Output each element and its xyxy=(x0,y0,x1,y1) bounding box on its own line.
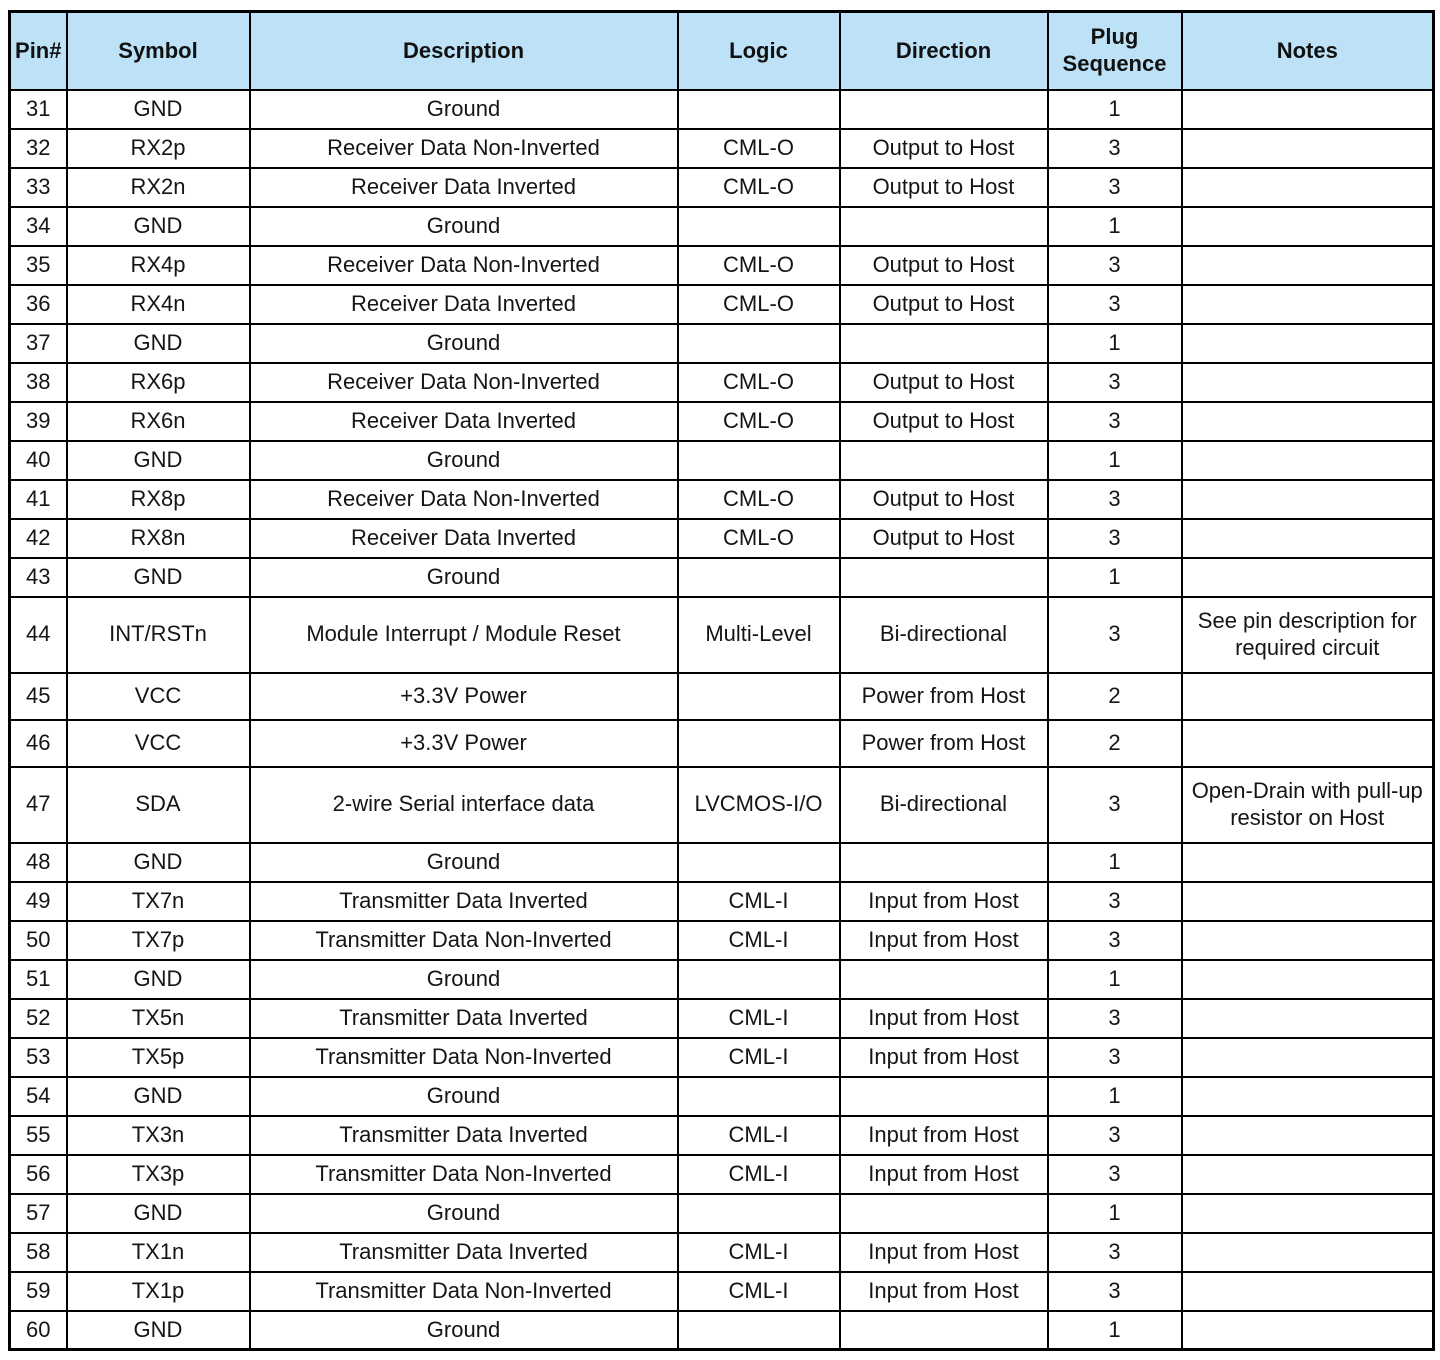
logic-cell: CML-O xyxy=(678,129,840,168)
notes-cell xyxy=(1182,1233,1434,1272)
notes-cell xyxy=(1182,285,1434,324)
direction-cell xyxy=(840,1194,1048,1233)
symbol-cell: GND xyxy=(67,960,250,999)
direction-cell: Output to Host xyxy=(840,480,1048,519)
notes-cell xyxy=(1182,480,1434,519)
header-pin: Pin# xyxy=(10,12,67,90)
description-cell: Ground xyxy=(250,207,678,246)
direction-cell: Input from Host xyxy=(840,1116,1048,1155)
description-cell: Receiver Data Non-Inverted xyxy=(250,363,678,402)
symbol-cell: TX1p xyxy=(67,1272,250,1311)
header-symbol: Symbol xyxy=(67,12,250,90)
notes-cell xyxy=(1182,324,1434,363)
plug-sequence-cell: 1 xyxy=(1048,1077,1182,1116)
symbol-cell: TX5n xyxy=(67,999,250,1038)
notes-cell xyxy=(1182,1077,1434,1116)
plug-sequence-cell: 2 xyxy=(1048,720,1182,767)
direction-cell: Input from Host xyxy=(840,882,1048,921)
pin-number-cell: 46 xyxy=(10,720,67,767)
table-row xyxy=(10,843,1434,882)
pin-number-cell: 48 xyxy=(10,843,67,882)
table-row xyxy=(10,673,1434,720)
table-row xyxy=(10,90,1434,129)
pin-number-cell: 40 xyxy=(10,441,67,480)
description-cell: Transmitter Data Non-Inverted xyxy=(250,921,678,960)
table-row xyxy=(10,720,1434,767)
direction-cell: Output to Host xyxy=(840,402,1048,441)
notes-cell xyxy=(1182,519,1434,558)
symbol-cell: RX6p xyxy=(67,363,250,402)
logic-cell: CML-O xyxy=(678,246,840,285)
description-cell: Transmitter Data Non-Inverted xyxy=(250,1272,678,1311)
symbol-cell: SDA xyxy=(67,767,250,843)
notes-cell xyxy=(1182,1194,1434,1233)
description-cell: Ground xyxy=(250,1077,678,1116)
notes-cell xyxy=(1182,720,1434,767)
table-row xyxy=(10,767,1434,843)
header-notes: Notes xyxy=(1182,12,1434,90)
pin-number-cell: 33 xyxy=(10,168,67,207)
pin-number-cell: 58 xyxy=(10,1233,67,1272)
pin-number-cell: 50 xyxy=(10,921,67,960)
symbol-cell: RX4p xyxy=(67,246,250,285)
direction-cell: Input from Host xyxy=(840,921,1048,960)
plug-sequence-cell: 1 xyxy=(1048,843,1182,882)
description-cell: +3.3V Power xyxy=(250,673,678,720)
header-plug-sequence: Plug Sequence xyxy=(1048,12,1182,90)
description-cell: Ground xyxy=(250,1194,678,1233)
description-cell: Transmitter Data Non-Inverted xyxy=(250,1038,678,1077)
logic-cell: CML-I xyxy=(678,999,840,1038)
symbol-cell: VCC xyxy=(67,673,250,720)
plug-sequence-cell: 1 xyxy=(1048,441,1182,480)
direction-cell xyxy=(840,324,1048,363)
description-cell: Ground xyxy=(250,441,678,480)
symbol-cell: RX4n xyxy=(67,285,250,324)
logic-cell: CML-O xyxy=(678,285,840,324)
symbol-cell: RX8p xyxy=(67,480,250,519)
description-cell: Receiver Data Inverted xyxy=(250,285,678,324)
description-cell: Receiver Data Non-Inverted xyxy=(250,480,678,519)
plug-sequence-cell: 2 xyxy=(1048,673,1182,720)
plug-sequence-cell: 3 xyxy=(1048,363,1182,402)
symbol-cell: TX7p xyxy=(67,921,250,960)
direction-cell: Output to Host xyxy=(840,519,1048,558)
description-cell: Ground xyxy=(250,1311,678,1350)
table-row xyxy=(10,1311,1434,1350)
notes-cell xyxy=(1182,1272,1434,1311)
notes-cell xyxy=(1182,843,1434,882)
notes-cell: Open-Drain with pull-up resistor on Host xyxy=(1182,767,1434,843)
table-row xyxy=(10,246,1434,285)
plug-sequence-cell: 3 xyxy=(1048,285,1182,324)
plug-sequence-cell: 3 xyxy=(1048,402,1182,441)
pin-number-cell: 32 xyxy=(10,129,67,168)
direction-cell: Bi-directional xyxy=(840,597,1048,673)
notes-cell xyxy=(1182,129,1434,168)
plug-sequence-cell: 1 xyxy=(1048,960,1182,999)
direction-cell xyxy=(840,207,1048,246)
table-row xyxy=(10,597,1434,673)
table-row xyxy=(10,168,1434,207)
logic-cell xyxy=(678,90,840,129)
description-cell: Receiver Data Inverted xyxy=(250,402,678,441)
pin-number-cell: 43 xyxy=(10,558,67,597)
direction-cell: Input from Host xyxy=(840,999,1048,1038)
pin-number-cell: 31 xyxy=(10,90,67,129)
pin-number-cell: 39 xyxy=(10,402,67,441)
pin-number-cell: 51 xyxy=(10,960,67,999)
direction-cell xyxy=(840,1311,1048,1350)
symbol-cell: TX3n xyxy=(67,1116,250,1155)
logic-cell: CML-I xyxy=(678,1233,840,1272)
logic-cell xyxy=(678,1194,840,1233)
notes-cell xyxy=(1182,207,1434,246)
description-cell: Transmitter Data Inverted xyxy=(250,1233,678,1272)
logic-cell: CML-I xyxy=(678,1272,840,1311)
logic-cell xyxy=(678,960,840,999)
plug-sequence-cell: 3 xyxy=(1048,882,1182,921)
notes-cell xyxy=(1182,1155,1434,1194)
pin-number-cell: 54 xyxy=(10,1077,67,1116)
logic-cell: CML-I xyxy=(678,1116,840,1155)
logic-cell: CML-O xyxy=(678,168,840,207)
notes-cell xyxy=(1182,90,1434,129)
table-row xyxy=(10,999,1434,1038)
symbol-cell: TX1n xyxy=(67,1233,250,1272)
symbol-cell: GND xyxy=(67,207,250,246)
pin-number-cell: 55 xyxy=(10,1116,67,1155)
symbol-cell: GND xyxy=(67,1194,250,1233)
description-cell: Module Interrupt / Module Reset xyxy=(250,597,678,673)
logic-cell: CML-I xyxy=(678,882,840,921)
symbol-cell: RX2n xyxy=(67,168,250,207)
direction-cell xyxy=(840,1077,1048,1116)
notes-cell xyxy=(1182,402,1434,441)
pin-number-cell: 56 xyxy=(10,1155,67,1194)
pin-number-cell: 42 xyxy=(10,519,67,558)
direction-cell: Output to Host xyxy=(840,285,1048,324)
logic-cell xyxy=(678,558,840,597)
pin-number-cell: 60 xyxy=(10,1311,67,1350)
symbol-cell: GND xyxy=(67,441,250,480)
pin-number-cell: 35 xyxy=(10,246,67,285)
plug-sequence-cell: 3 xyxy=(1048,129,1182,168)
pin-number-cell: 44 xyxy=(10,597,67,673)
notes-cell xyxy=(1182,1311,1434,1350)
notes-cell xyxy=(1182,882,1434,921)
plug-sequence-cell: 3 xyxy=(1048,1116,1182,1155)
table-row xyxy=(10,921,1434,960)
table-row xyxy=(10,129,1434,168)
symbol-cell: TX3p xyxy=(67,1155,250,1194)
plug-sequence-cell: 3 xyxy=(1048,246,1182,285)
description-cell: Ground xyxy=(250,90,678,129)
direction-cell xyxy=(840,441,1048,480)
description-cell: Transmitter Data Inverted xyxy=(250,1116,678,1155)
plug-sequence-cell: 3 xyxy=(1048,480,1182,519)
pin-assignment-table xyxy=(8,10,1435,1351)
plug-sequence-cell: 3 xyxy=(1048,519,1182,558)
table-row xyxy=(10,480,1434,519)
table-row xyxy=(10,402,1434,441)
plug-sequence-cell: 1 xyxy=(1048,1311,1182,1350)
direction-cell xyxy=(840,90,1048,129)
symbol-cell: GND xyxy=(67,1077,250,1116)
table-row xyxy=(10,1155,1434,1194)
notes-cell xyxy=(1182,673,1434,720)
logic-cell: CML-I xyxy=(678,1038,840,1077)
symbol-cell: RX6n xyxy=(67,402,250,441)
logic-cell: CML-O xyxy=(678,363,840,402)
direction-cell: Power from Host xyxy=(840,720,1048,767)
plug-sequence-cell: 3 xyxy=(1048,168,1182,207)
notes-cell xyxy=(1182,960,1434,999)
description-cell: Ground xyxy=(250,960,678,999)
symbol-cell: TX5p xyxy=(67,1038,250,1077)
pin-number-cell: 52 xyxy=(10,999,67,1038)
table-row xyxy=(10,441,1434,480)
table-row xyxy=(10,1077,1434,1116)
pin-number-cell: 38 xyxy=(10,363,67,402)
direction-cell: Output to Host xyxy=(840,129,1048,168)
symbol-cell: GND xyxy=(67,1311,250,1350)
header-row xyxy=(10,12,1434,90)
table-row xyxy=(10,1194,1434,1233)
direction-cell xyxy=(840,558,1048,597)
description-cell: Ground xyxy=(250,558,678,597)
direction-cell xyxy=(840,960,1048,999)
direction-cell: Input from Host xyxy=(840,1272,1048,1311)
direction-cell: Input from Host xyxy=(840,1038,1048,1077)
notes-cell xyxy=(1182,1116,1434,1155)
table-row xyxy=(10,1038,1434,1077)
plug-sequence-cell: 3 xyxy=(1048,597,1182,673)
pin-number-cell: 37 xyxy=(10,324,67,363)
plug-sequence-cell: 1 xyxy=(1048,207,1182,246)
pin-number-cell: 34 xyxy=(10,207,67,246)
table-row xyxy=(10,1116,1434,1155)
direction-cell: Output to Host xyxy=(840,363,1048,402)
description-cell: Transmitter Data Non-Inverted xyxy=(250,1155,678,1194)
description-cell: Ground xyxy=(250,324,678,363)
table-row xyxy=(10,960,1434,999)
header-direction: Direction xyxy=(840,12,1048,90)
description-cell: Ground xyxy=(250,843,678,882)
symbol-cell: GND xyxy=(67,843,250,882)
header-logic: Logic xyxy=(678,12,840,90)
plug-sequence-cell: 3 xyxy=(1048,1155,1182,1194)
direction-cell: Input from Host xyxy=(840,1155,1048,1194)
description-cell: 2-wire Serial interface data xyxy=(250,767,678,843)
symbol-cell: RX8n xyxy=(67,519,250,558)
plug-sequence-cell: 3 xyxy=(1048,999,1182,1038)
direction-cell xyxy=(840,843,1048,882)
pin-number-cell: 47 xyxy=(10,767,67,843)
logic-cell: CML-I xyxy=(678,1155,840,1194)
direction-cell: Power from Host xyxy=(840,673,1048,720)
description-cell: +3.3V Power xyxy=(250,720,678,767)
notes-cell xyxy=(1182,246,1434,285)
plug-sequence-cell: 3 xyxy=(1048,1038,1182,1077)
logic-cell: LVCMOS-I/O xyxy=(678,767,840,843)
logic-cell: CML-O xyxy=(678,480,840,519)
plug-sequence-cell: 3 xyxy=(1048,1233,1182,1272)
table-row xyxy=(10,1272,1434,1311)
symbol-cell: GND xyxy=(67,324,250,363)
notes-cell xyxy=(1182,168,1434,207)
table-header xyxy=(10,12,1434,90)
pin-number-cell: 49 xyxy=(10,882,67,921)
logic-cell xyxy=(678,441,840,480)
plug-sequence-cell: 3 xyxy=(1048,921,1182,960)
logic-cell xyxy=(678,1077,840,1116)
logic-cell xyxy=(678,673,840,720)
notes-cell xyxy=(1182,441,1434,480)
plug-sequence-cell: 1 xyxy=(1048,324,1182,363)
table-row xyxy=(10,207,1434,246)
table-row xyxy=(10,285,1434,324)
direction-cell: Input from Host xyxy=(840,1233,1048,1272)
notes-cell xyxy=(1182,363,1434,402)
table-row xyxy=(10,519,1434,558)
symbol-cell: GND xyxy=(67,90,250,129)
description-cell: Transmitter Data Inverted xyxy=(250,882,678,921)
logic-cell: CML-I xyxy=(678,921,840,960)
symbol-cell: RX2p xyxy=(67,129,250,168)
plug-sequence-cell: 1 xyxy=(1048,90,1182,129)
logic-cell: CML-O xyxy=(678,402,840,441)
table-row xyxy=(10,324,1434,363)
description-cell: Receiver Data Non-Inverted xyxy=(250,129,678,168)
table-row xyxy=(10,363,1434,402)
plug-sequence-cell: 3 xyxy=(1048,767,1182,843)
symbol-cell: INT/RSTn xyxy=(67,597,250,673)
table-row xyxy=(10,882,1434,921)
table-row xyxy=(10,558,1434,597)
notes-cell xyxy=(1182,1038,1434,1077)
pin-table-body xyxy=(10,90,1434,1350)
description-cell: Receiver Data Inverted xyxy=(250,168,678,207)
logic-cell xyxy=(678,720,840,767)
direction-cell: Output to Host xyxy=(840,246,1048,285)
notes-cell xyxy=(1182,999,1434,1038)
pin-number-cell: 45 xyxy=(10,673,67,720)
pin-number-cell: 41 xyxy=(10,480,67,519)
logic-cell: Multi-Level xyxy=(678,597,840,673)
logic-cell xyxy=(678,207,840,246)
direction-cell: Output to Host xyxy=(840,168,1048,207)
notes-cell xyxy=(1182,558,1434,597)
notes-cell: See pin description for required circuit xyxy=(1182,597,1434,673)
pin-number-cell: 36 xyxy=(10,285,67,324)
logic-cell xyxy=(678,324,840,363)
plug-sequence-cell: 3 xyxy=(1048,1272,1182,1311)
header-description: Description xyxy=(250,12,678,90)
table-row xyxy=(10,1233,1434,1272)
direction-cell: Bi-directional xyxy=(840,767,1048,843)
logic-cell: CML-O xyxy=(678,519,840,558)
description-cell: Transmitter Data Inverted xyxy=(250,999,678,1038)
notes-cell xyxy=(1182,921,1434,960)
plug-sequence-cell: 1 xyxy=(1048,1194,1182,1233)
logic-cell xyxy=(678,1311,840,1350)
pin-number-cell: 59 xyxy=(10,1272,67,1311)
symbol-cell: GND xyxy=(67,558,250,597)
plug-sequence-cell: 1 xyxy=(1048,558,1182,597)
pin-number-cell: 53 xyxy=(10,1038,67,1077)
symbol-cell: TX7n xyxy=(67,882,250,921)
description-cell: Receiver Data Inverted xyxy=(250,519,678,558)
symbol-cell: VCC xyxy=(67,720,250,767)
logic-cell xyxy=(678,843,840,882)
pin-number-cell: 57 xyxy=(10,1194,67,1233)
description-cell: Receiver Data Non-Inverted xyxy=(250,246,678,285)
